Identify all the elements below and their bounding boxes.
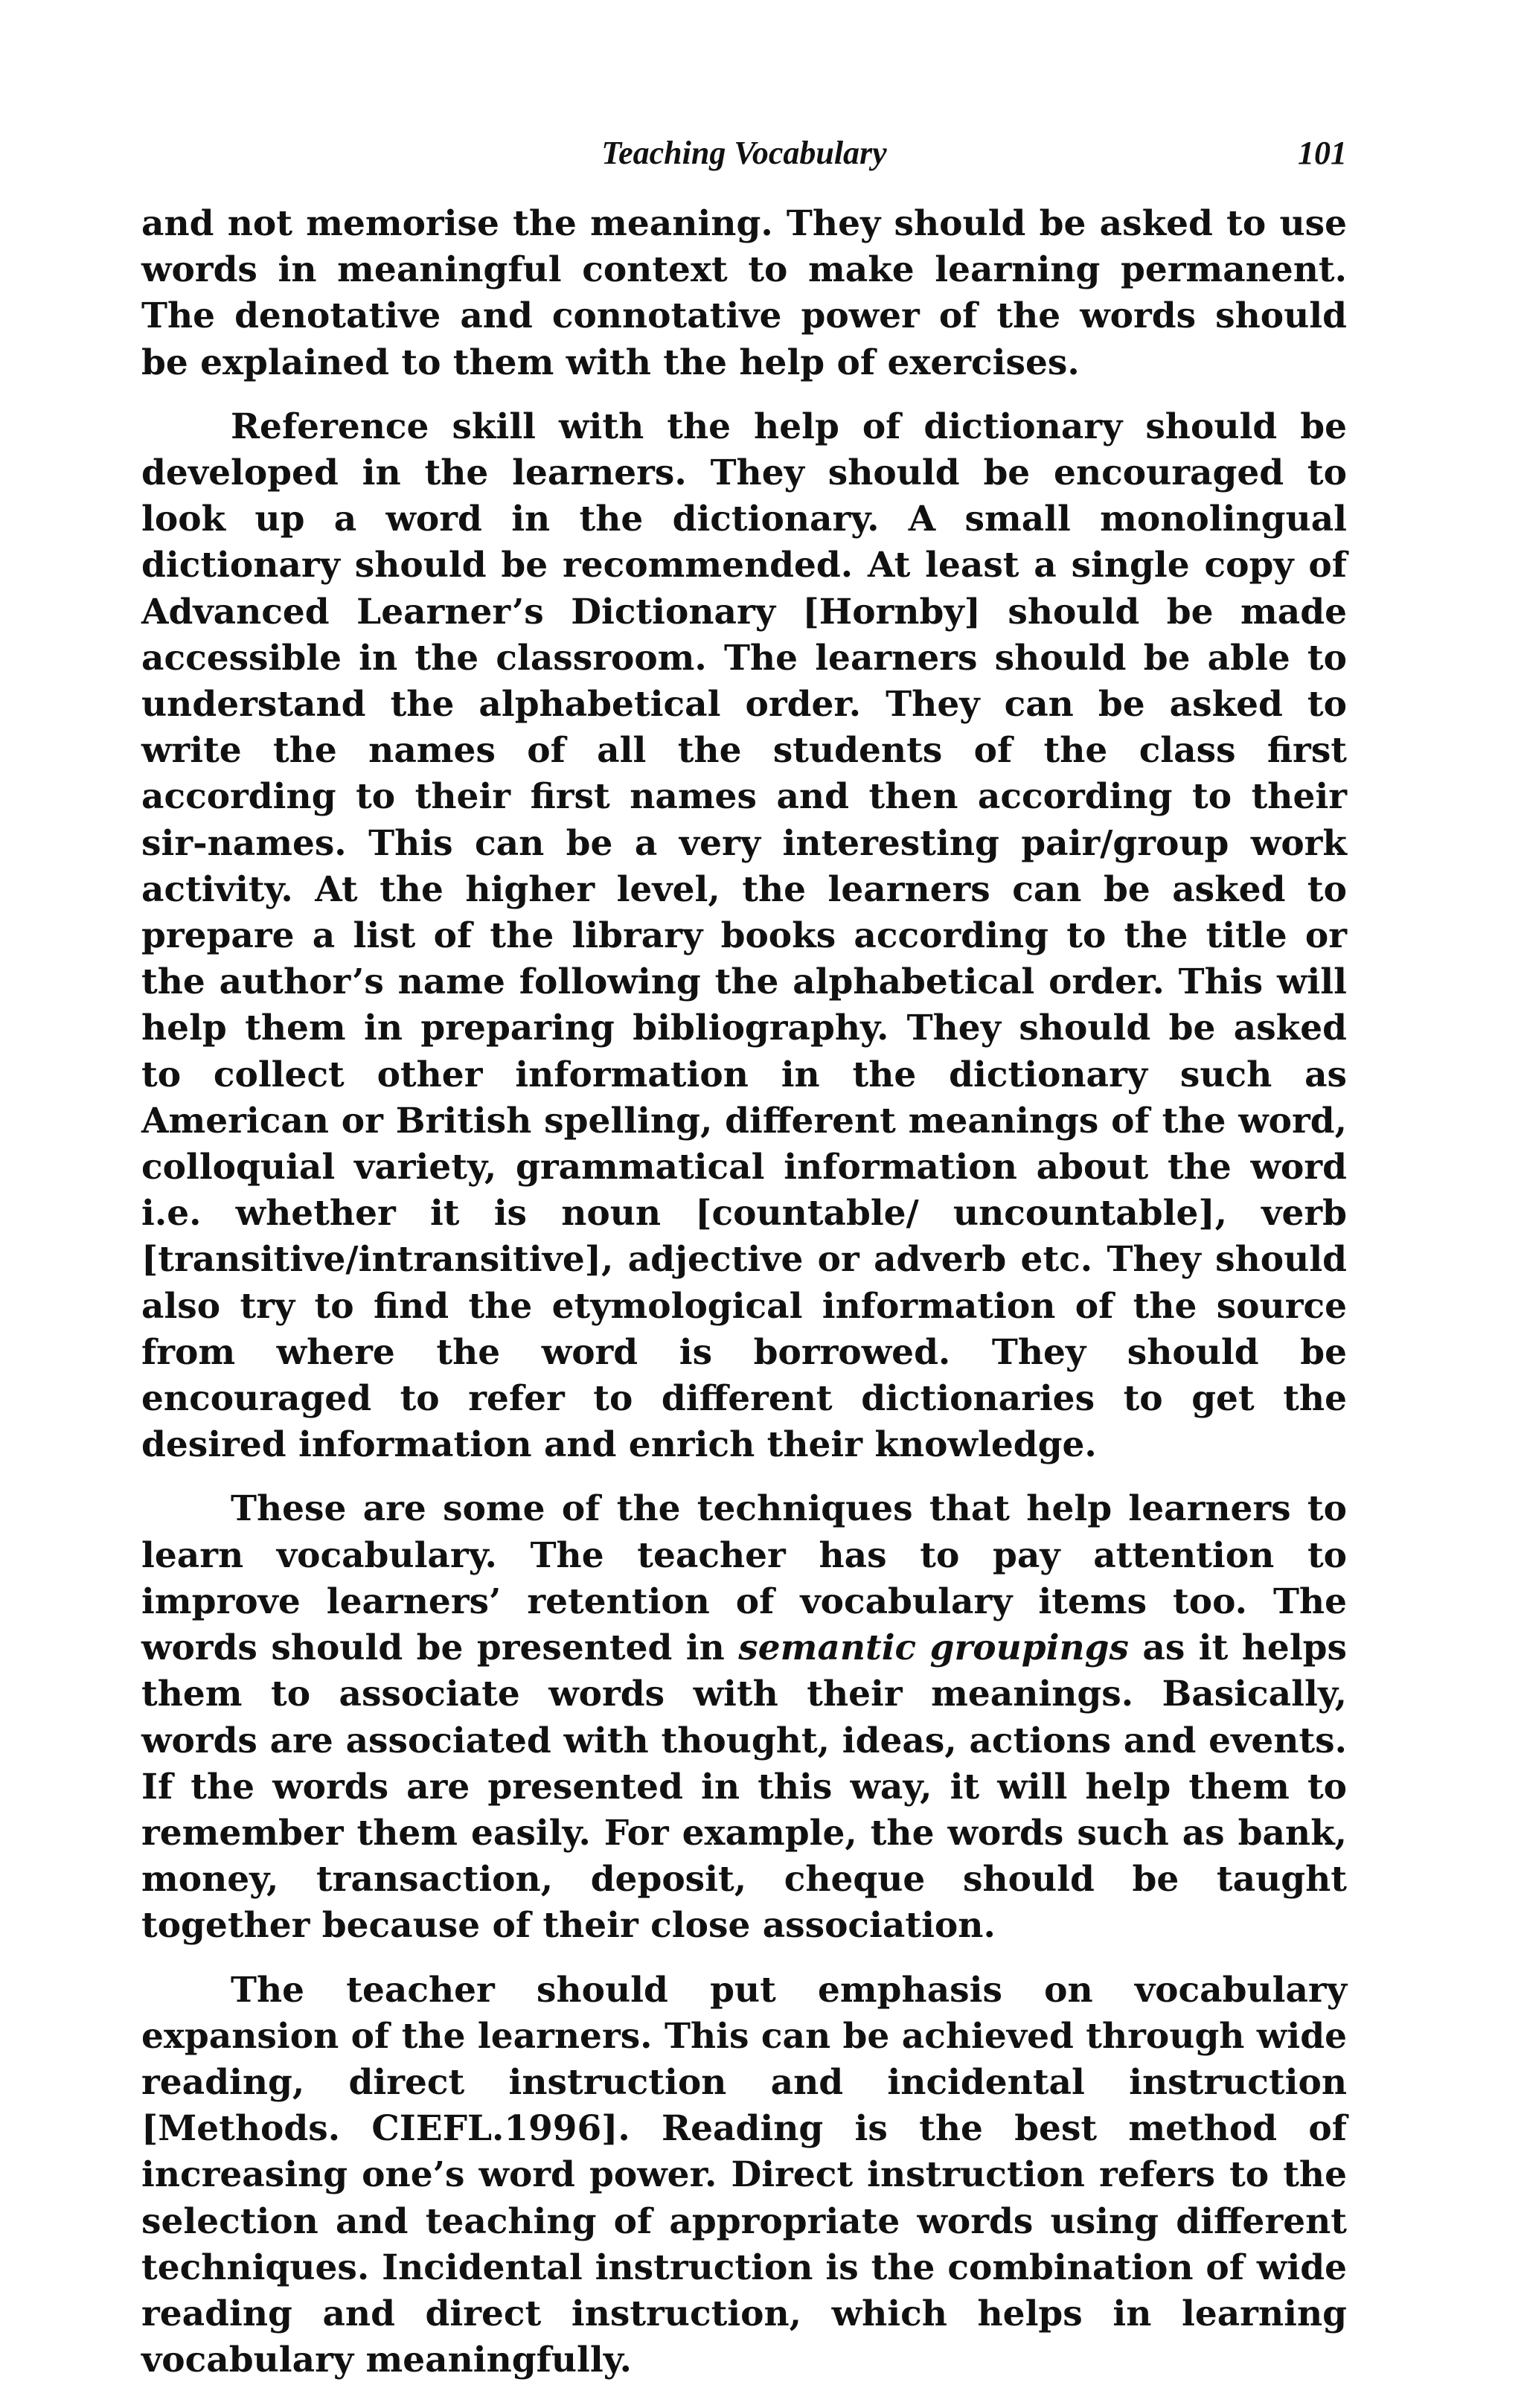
paragraph-vocabulary-expansion: The teacher should put emphasis on vocabulary expansion of the learners. This can be achieved through wide reading, direct instruction and incidental instruction [Methods. CIEFL.1996]. Reading is the best method of increasing one’s word power. Direct instruction refers to the selection and teaching of appropriate words using different techniques. Incidental instruction is the combination of wide reading and direct instruction, which helps in learning vocabulary meaningfully. <box>141 1969 1347 2381</box>
semantic-groupings-emphasis: semantic groupings <box>738 1627 1129 1669</box>
paragraph-continuation: and not memorise the meaning. They should be asked to use words in meaningful context to make learning permanent. The denotative and connotative power of the words should be explained to them with the help of exercises. <box>141 203 1347 383</box>
body-text <box>141 201 1347 2401</box>
paragraph-techniques <box>141 1486 1347 1949</box>
running-header <box>141 131 1347 183</box>
paragraph-techniques-text-after: as it helps them to associate words with their meanings. Basically, words are associated with thought, ideas, actions and events. If the words are presented in this way, it will help them to remember them easily. For example, the words such as bank, money, transaction, deposit, cheque should be taught together because of their close association. <box>141 1627 1347 1947</box>
page-number: 101 <box>1298 135 1347 171</box>
paragraph-reference-skill: Reference skill with the help of dictionary should be developed in the learners. They should be encouraged to look up a word in the dictionary. A small monolingual dictionary should be recommended. At least a single copy of Advanced Learner’s Dictionary [Hornby] should be made accessible in the classroom. The learners should be able to understand the alphabetical order. They can be asked to write the names of all the students of the class first according to their first names and then according to their sir-names. This can be a very interesting pair/group work activity. At the higher level, the learners can be asked to prepare a list of the library books according to the title or the author’s name following the alphabetical order. This will help them in preparing bibliography. They should be asked to collect other information in the dictionary such as American or British spelling, different meanings of the word, colloquial variety, grammatical information about the word i.e. whether it is noun [countable/ uncountable], verb [transitive/intransitive], adjective or adverb etc. They should also try to find the etymological information of the source from where the word is borrowed. They should be encouraged to refer to different dictionaries to get the desired information and enrich their knowledge. <box>141 406 1347 1466</box>
paragraph-techniques-text-before: These are some of the techniques that help learners to learn vocabulary. The teacher has to pay attention to improve learners’ retention of vocabulary items too. The words should be presented in <box>141 1488 1347 1669</box>
running-title: Teaching Vocabulary <box>601 135 887 171</box>
